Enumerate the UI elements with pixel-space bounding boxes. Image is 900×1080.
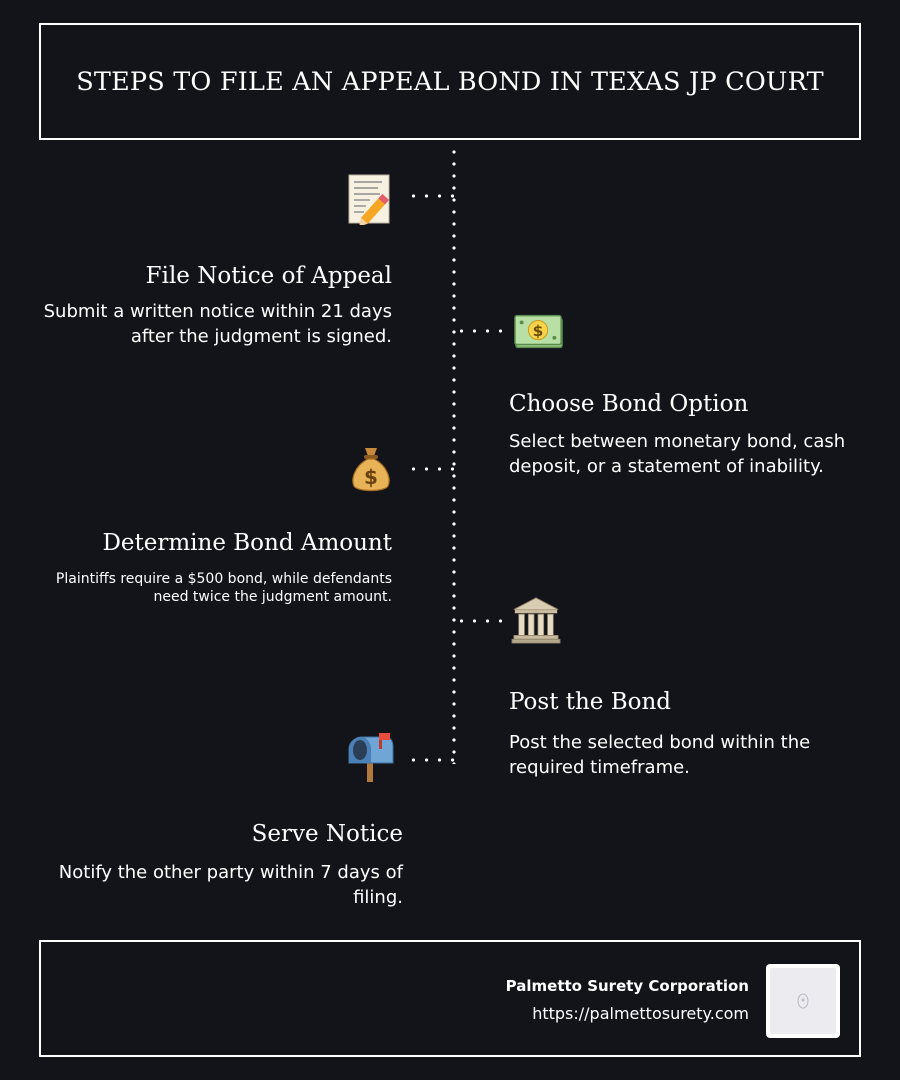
step-title: File Notice of Appeal xyxy=(145,263,392,289)
footer-box xyxy=(39,940,861,1057)
page-title: STEPS TO FILE AN APPEAL BOND IN TEXAS JP COURT xyxy=(76,66,824,97)
money-bag-icon xyxy=(346,444,396,494)
company-name: Palmetto Surety Corporation xyxy=(505,977,749,995)
dollar-banknote-icon xyxy=(514,307,564,357)
classical-building-icon xyxy=(511,595,561,645)
step-description: Post the selected bond within the required timeframe. xyxy=(509,732,811,778)
step-description: Select between monetary bond, cash deposit, or a statement of inability. xyxy=(509,431,846,477)
step-description: Notify the other party within 7 days of filing. xyxy=(58,862,403,908)
connector-step-5 xyxy=(407,758,455,762)
step-title: Serve Notice xyxy=(251,821,403,847)
connector-step-4 xyxy=(455,619,503,623)
mailbox-icon xyxy=(345,733,395,783)
header-box xyxy=(39,23,861,140)
step-description: Submit a written notice within 21 days after the judgment is signed. xyxy=(43,301,392,347)
step-title: Post the Bond xyxy=(509,689,672,715)
company-url[interactable]: https://palmettosurety.com xyxy=(532,1004,749,1023)
svg-text:$: $ xyxy=(364,465,378,489)
connector-step-2 xyxy=(455,329,503,333)
step-title: Choose Bond Option xyxy=(509,391,749,417)
connector-step-3 xyxy=(407,467,455,471)
logo-mark-icon xyxy=(796,992,810,1010)
svg-text:$: $ xyxy=(532,321,544,340)
company-logo xyxy=(766,964,840,1038)
connector-step-1 xyxy=(407,194,455,198)
timeline-spine xyxy=(452,146,456,764)
step-title: Determine Bond Amount xyxy=(102,530,392,556)
step-description: Plaintiffs require a $500 bond, while defendants need twice the judgment amount. xyxy=(55,571,392,605)
memo-pencil-icon xyxy=(345,174,395,224)
